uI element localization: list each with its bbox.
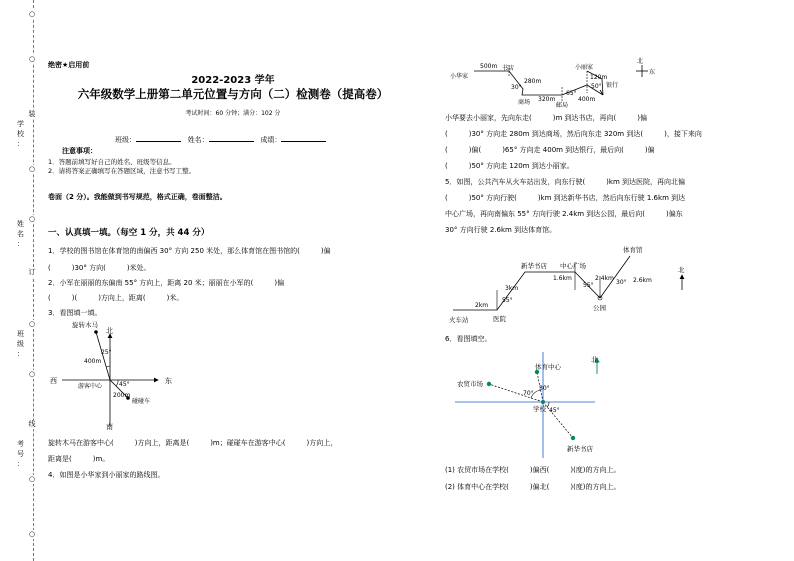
gym-label: 体育中心 bbox=[535, 363, 561, 371]
angle-label-45: 45° bbox=[119, 381, 130, 388]
distance-1-6km: 1.6km bbox=[553, 275, 572, 282]
mall-label: 商场 bbox=[518, 99, 531, 106]
distance-280: 280m bbox=[524, 78, 542, 85]
distance-2km: 2km bbox=[475, 302, 489, 309]
binding-field: 班 bbox=[17, 330, 24, 338]
west-label: 西 bbox=[50, 377, 57, 385]
name-label: 姓名： bbox=[187, 136, 209, 144]
east-label: 东 bbox=[165, 377, 172, 385]
angle-65: 65° bbox=[566, 90, 577, 97]
q4-line: ( )30° 方向走 280m 到达商场，然后向东走 320m 到达( )，接下来向 bbox=[445, 130, 702, 138]
page-title: 六年级数学上册第二单元位置与方向（二）检测卷（提高卷） bbox=[77, 87, 389, 101]
q3-title: 3．看图填一填。 bbox=[48, 309, 102, 317]
bookstore-label: 新华书店 bbox=[567, 445, 593, 453]
q1-line: ( )30° 方向( )米处。 bbox=[48, 264, 151, 272]
angle-30: 30° bbox=[539, 385, 550, 392]
angle-55-plaza: 55° bbox=[583, 282, 594, 289]
note-item: 1．答题前填写好自己的姓名、班级等信息。 bbox=[48, 158, 176, 166]
binding-mark: ○ bbox=[28, 165, 36, 173]
school-point bbox=[541, 400, 545, 404]
score-field[interactable] bbox=[281, 133, 326, 142]
binding-field: ： bbox=[17, 140, 24, 148]
binding-mark: ○ bbox=[28, 320, 36, 328]
angle-50: 50° bbox=[591, 83, 602, 90]
plaza-label: 中心广场 bbox=[560, 262, 586, 270]
market-point bbox=[487, 382, 491, 386]
binding-mark: 线 bbox=[28, 420, 36, 428]
q3-answer-line: 旋转木马在游客中心( )方向上，距离是( )m；碰碰车在游客中心( )方向上， bbox=[48, 439, 338, 447]
class-label: 班级： bbox=[115, 136, 136, 144]
q6-title: 6．看图填空。 bbox=[445, 335, 492, 343]
q1-line: 1．学校的图书馆在体育馆的南偏西 30° 方向 250 米处，那么体育馆在图书馆的( )偏 bbox=[48, 247, 331, 255]
binding-field: ： bbox=[17, 240, 24, 248]
angle-label-25: 25° bbox=[101, 349, 112, 356]
angle-arc bbox=[106, 366, 110, 367]
school-year: 2022-2023 学年 bbox=[191, 75, 275, 86]
binding-field: ： bbox=[17, 350, 24, 358]
binding-mark: ○ bbox=[28, 370, 36, 378]
binding-mark: 订 bbox=[28, 268, 36, 276]
binding-mark: ○ bbox=[28, 55, 36, 63]
bookstore-label: 新华书店 bbox=[521, 262, 547, 270]
q4-line: 小华要去小丽家，先向东走( )m 到达书店，再向( )偏 bbox=[445, 114, 647, 122]
binding-field: 学 bbox=[17, 120, 24, 128]
binding-field: ： bbox=[17, 460, 24, 468]
q4-line: ( )50° 方向走 120m 到达小丽家。 bbox=[445, 162, 574, 170]
note-item: 2．请将答案正确填写在答题区域，注意书写工整。 bbox=[48, 167, 196, 175]
market-label: 农贸市场 bbox=[457, 380, 483, 388]
q5-line: 30° 方向行驶 2.6km 到达体育馆。 bbox=[445, 226, 557, 234]
distance-400: 400m bbox=[578, 96, 596, 103]
north-label: 北 bbox=[637, 58, 644, 65]
distance-3km: 3km bbox=[505, 285, 519, 292]
q5-line: 5．如图，公共汽车从火车站出发，向东行驶( )km 到达医院，再向北偏 bbox=[445, 178, 686, 186]
distance-320: 320m bbox=[538, 96, 556, 103]
binding-mark: ○ bbox=[28, 530, 36, 538]
hospital-label: 医院 bbox=[493, 315, 506, 323]
q4-line: ( )偏( )65° 方向走 400m 到达银行，最后向( )偏 bbox=[445, 146, 655, 154]
bookstore-point bbox=[571, 436, 575, 440]
north-label: 北 bbox=[678, 266, 685, 274]
bumper-label: 碰碰车 bbox=[132, 398, 151, 405]
score-label: 成绩： bbox=[260, 136, 282, 144]
notes-title: 注意事项： bbox=[62, 147, 97, 155]
q5-line: 中心广场，再向南偏东 55° 方向行驶 2.4km 到达公园，最后向( )偏东 bbox=[445, 210, 683, 218]
park-label: 公园 bbox=[593, 304, 606, 312]
merry-label: 旋转木马 bbox=[72, 321, 98, 329]
exam-meta: 考试时间：60 分钟；满分：102 分 bbox=[185, 110, 281, 117]
q6-compass-diagram bbox=[445, 350, 615, 462]
center-label: 游客中心 bbox=[78, 383, 103, 390]
neatness-line: 卷面（2 分）。我能做到书写规范，格式正确，卷面整洁。 bbox=[48, 193, 227, 201]
binding-field: 姓 bbox=[17, 220, 24, 228]
station-label: 火车站 bbox=[449, 316, 469, 324]
binding-field: 名 bbox=[17, 230, 24, 238]
q5-line: ( )50° 方向行驶( )km 到达新华书店，然后向东行驶 1.6km 到达 bbox=[445, 194, 686, 202]
north-label: 北 bbox=[591, 356, 598, 364]
gym-label: 体育馆 bbox=[623, 246, 643, 254]
secret-mark: 绝密★启用前 bbox=[48, 61, 90, 69]
q3-compass-diagram bbox=[48, 318, 188, 430]
xiaohua-label: 小华家 bbox=[450, 73, 469, 80]
distance-2-4km: 2.4km bbox=[595, 275, 614, 282]
xiaoli-label: 小丽家 bbox=[575, 64, 594, 71]
binding-mark: ○ bbox=[28, 475, 36, 483]
south-label: 南 bbox=[106, 423, 113, 430]
angle-30-park: 30° bbox=[616, 279, 627, 286]
binding-margin bbox=[0, 0, 40, 561]
angle-45: 45° bbox=[549, 407, 560, 414]
binding-field: 号 bbox=[17, 450, 24, 458]
east-label: 东 bbox=[649, 69, 656, 76]
q5-route-diagram bbox=[445, 240, 695, 326]
q3-answer-line: 距离是( )m。 bbox=[48, 455, 110, 463]
merry-ray bbox=[96, 332, 110, 380]
q6-answer-line: (1) 农贸市场在学校( )偏西( )(度)的方向上。 bbox=[445, 466, 621, 474]
post-label: 邮局 bbox=[556, 102, 569, 109]
distance-2-6km: 2.6km bbox=[633, 277, 652, 284]
angle-30: 30° bbox=[511, 84, 522, 91]
school-label: 学校 bbox=[533, 405, 546, 413]
binding-mark: 装 bbox=[28, 110, 36, 118]
binding-field: 校 bbox=[17, 130, 24, 138]
q4-title: 4．如图是小华家到小丽家的路线图。 bbox=[48, 471, 165, 479]
q4-route-diagram bbox=[440, 57, 660, 113]
binding-mark: ○ bbox=[28, 215, 36, 223]
binding-field: 级 bbox=[17, 340, 24, 348]
distance-200: 200m bbox=[113, 392, 131, 399]
q2-line: ( )( )方向上，距离( )米。 bbox=[48, 294, 184, 302]
bank-label: 银行 bbox=[606, 82, 619, 89]
binding-mark: ○ bbox=[28, 10, 36, 18]
distance-400: 400m bbox=[84, 358, 102, 365]
distance-500: 500m bbox=[480, 63, 498, 70]
q6-answer-line: (2) 体育中心在学校( )偏北( )(度)的方向上。 bbox=[445, 483, 621, 491]
angle-arc bbox=[116, 380, 118, 386]
class-field[interactable] bbox=[136, 133, 181, 142]
section-heading: 一、认真填一填。（每空 1 分，共 44 分） bbox=[48, 228, 210, 238]
bookstore-label: 书店 bbox=[502, 65, 515, 72]
angle-70: 70° bbox=[523, 390, 534, 397]
name-field[interactable] bbox=[209, 133, 254, 142]
north-label: 北 bbox=[106, 327, 113, 335]
distance-120: 120m bbox=[590, 74, 608, 81]
angle-55-hospital: 55° bbox=[502, 297, 513, 304]
binding-field: 考 bbox=[17, 440, 24, 448]
info-line bbox=[115, 133, 326, 145]
q2-line: 2．小军在丽丽的东偏南 55° 方向上，距离 20 米；丽丽在小军的( )偏 bbox=[48, 279, 285, 287]
merry-point bbox=[94, 330, 98, 334]
market-ray bbox=[489, 384, 543, 402]
